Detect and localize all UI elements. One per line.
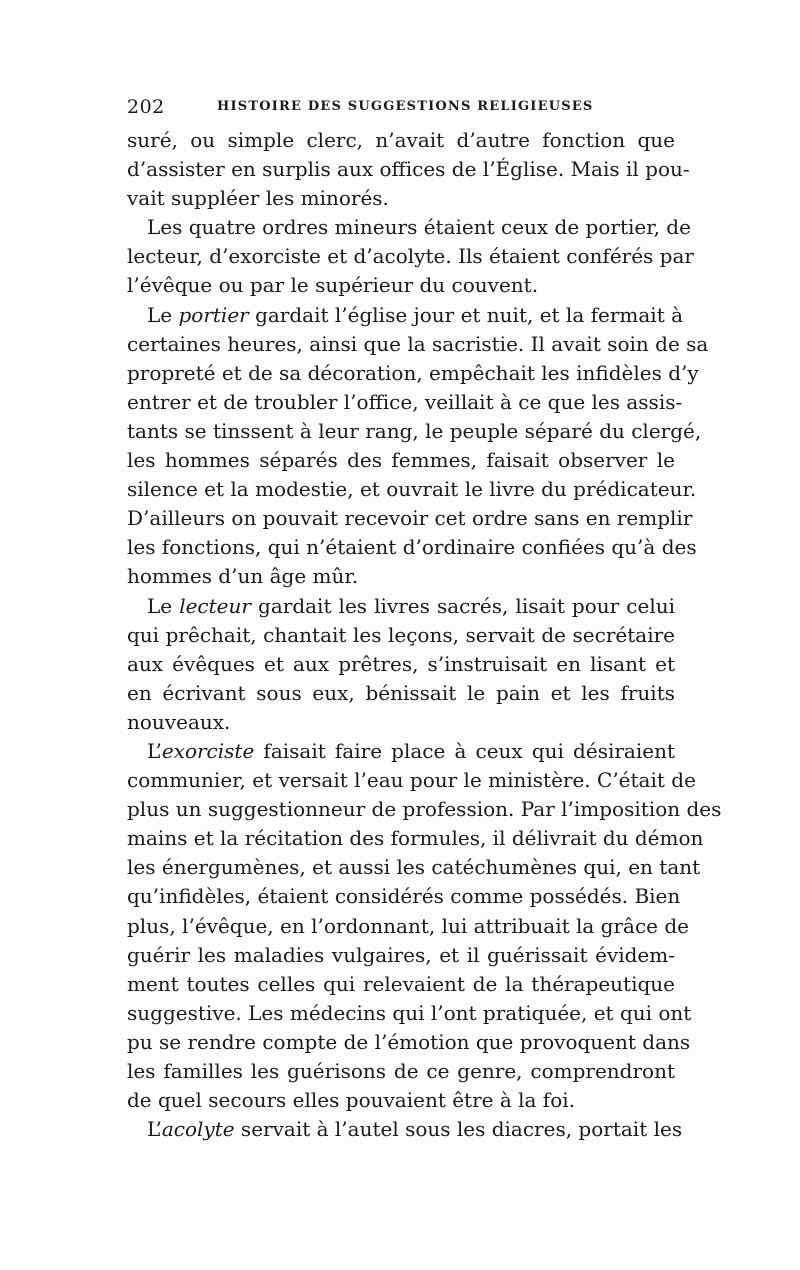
text-line: l’évêque ou par le supérieur du couvent. <box>127 273 539 298</box>
text-line: plus un suggestionneur de profession. Par l’imposition des <box>127 797 722 822</box>
text-line: nouveaux. <box>127 709 231 734</box>
text-line: L’acolyte servait à l’autel sous les diacres, portait les <box>147 1117 683 1142</box>
text-line: silence et la modestie, et ouvrait le livre du prédicateur. <box>127 477 697 502</box>
text-line: d’assister en surplis aux offices de l’Église. Mais il pou- <box>127 157 690 182</box>
body-text <box>127 126 722 1144</box>
text-line: entrer et de troubler l’office, veillait à ce que les assis- <box>127 389 683 414</box>
text-line: les familles les guérisons de ce genre, comprendront <box>127 1059 675 1083</box>
text-line: pu se rendre compte de l’émotion que provoquent dans <box>127 1029 691 1054</box>
text-line: les fonctions, qui n’étaient d’ordinaire confiées qu’à des <box>127 535 697 560</box>
text-line: propreté et de sa décoration, empêchait les infidèles d’y <box>127 360 699 385</box>
text-line: lecteur, d’exorciste et d’acolyte. Ils étaient conférés par <box>127 244 694 269</box>
page-header <box>127 95 675 119</box>
text-line: ment toutes celles qui relevaient de la thérapeutique <box>127 971 675 996</box>
text-line: les hommes séparés des femmes, faisait observer le <box>127 448 675 473</box>
text-line: communier, et versait l’eau pour le ministère. C’était de <box>127 768 696 793</box>
text-line: Les quatre ordres mineurs étaient ceux de portier, de <box>147 215 691 240</box>
text-line: qui prêchait, chantait les leçons, servait de secrétaire <box>127 622 675 647</box>
text-line: les énergumènes, et aussi les catéchumènes qui, en tant <box>127 855 701 880</box>
text-line: L’exorciste faisait faire place à ceux qui désiraient <box>147 738 675 763</box>
text-line: suggestive. Les médecins qui l’ont pratiquée, et qui ont <box>127 1000 692 1025</box>
text-line: plus, l’évêque, en l’ordonnant, lui attribuait la grâce de <box>127 913 689 938</box>
text-line: hommes d’un âge mûr. <box>127 564 359 589</box>
text-line: tants se tinssent à leur rang, le peuple séparé du clergé, <box>127 418 702 443</box>
text-line: suré, ou simple clerc, n’avait d’autre fonction que <box>127 128 675 152</box>
text-line: Le portier gardait l’église jour et nuit, et la fermait à <box>147 302 684 327</box>
running-head: HISTOIRE DES SUGGESTIONS RELIGIEUSES <box>217 99 594 114</box>
text-line: Le lecteur gardait les livres sacrés, lisait pour celui <box>147 593 675 618</box>
page-number: 202 <box>127 96 165 118</box>
text-line: guérir les maladies vulgaires, et il guérissait évidem- <box>127 942 675 967</box>
text-line: en écrivant sous eux, bénissait le pain et les fruits <box>127 680 675 705</box>
text-line: D’ailleurs on pouvait recevoir cet ordre sans en remplir <box>127 506 693 531</box>
text-line: mains et la récitation des formules, il délivrait du démon <box>127 826 704 851</box>
text-line: de quel secours elles pouvaient être à la foi. <box>127 1088 575 1113</box>
text-line: qu’infidèles, étaient considérés comme possédés. Bien <box>127 884 681 909</box>
text-line: vait suppléer les minorés. <box>127 186 389 211</box>
text-line: certaines heures, ainsi que la sacristie. Il avait soin de sa <box>127 331 709 356</box>
text-line: aux évêques et aux prêtres, s’instruisait en lisant et <box>127 651 675 676</box>
